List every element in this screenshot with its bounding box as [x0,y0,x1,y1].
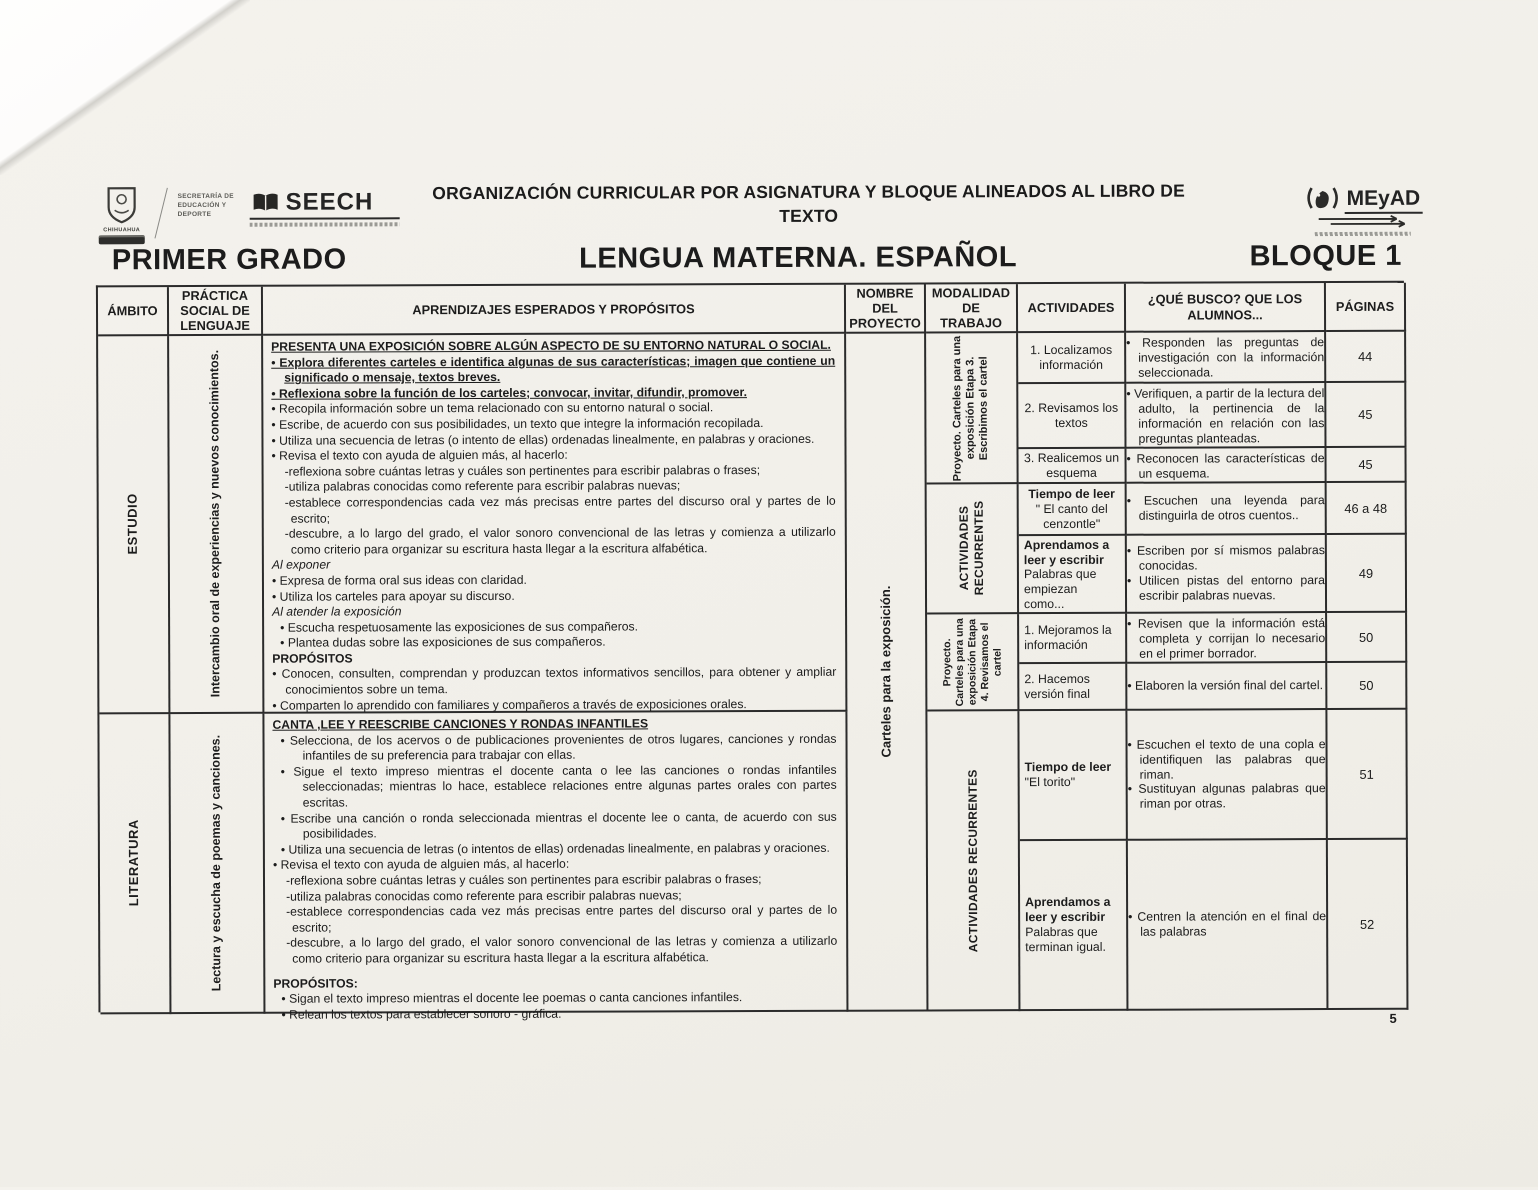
paginas-cell: 50 [1327,663,1407,710]
que-busco-cell [1127,535,1327,614]
shield-icon [105,185,139,225]
chihuahua-label: CHIHUAHUA [103,227,141,234]
meyad-icon [1304,185,1342,215]
text-line: • Sigue el texto impreso mientras el docente canta o lee las canciones o rondas infantiles seleccionadas; mientras lo hace, establece relaciones entre algunas partes orales con partes escritas. [280,762,837,810]
modalidad-label: Proyecto. Carteles para una exposición Etapa 4. Revisamos el cartel [940,617,1004,706]
block-label: BLOQUE 1 [1249,239,1402,273]
text-line: • Utiliza los carteles para apoyar su discurso. [271,588,515,604]
text-line: 2. Hacemos versión final [1024,671,1090,701]
practica-literatura-cell [170,714,265,1014]
ambito-literatura-cell [99,714,171,1014]
modalidad-recurrentes-2-cell [927,711,1020,1011]
text-line: Palabras que empiezan como... [1023,566,1097,611]
text-line: -descubre, a lo largo del grado, el valor sonoro convencional de las letras y comienza a utilizarlo como criterio para organizar su escritura hasta llegar a la escritura alfabética. [284,524,836,557]
actividad-cell [1019,664,1127,711]
text-line: • Sigan el texto impreso mientras el docente lee poemas o canta canciones infantiles. [281,990,743,1006]
text-line: 3. Realicemos un esquema [1023,450,1120,481]
actividad-cell [1019,536,1127,614]
text-line: 2. Revisamos los textos [1024,400,1119,430]
text-line: "El torito" [1024,774,1076,790]
text-line: " El canto del cenzontle" [1035,501,1108,531]
text-line: -descubre, a lo largo del grado, el valor sonoro convencional de las letras y comienza a utilizarlo como criterio para organizar su escritura hasta llegar a la escritura alfabética. [286,934,838,966]
meyad-arrows-icon [1317,215,1409,229]
text-line: Al atender la exposición [272,604,402,619]
practica-estudio-cell [169,336,264,714]
practica-estudio-label: Intercambio oral de experiencias y nuevos conocimientos. [207,350,223,698]
que-busco-cell [1127,483,1327,536]
text-line: • Elaboren la versión final del cartel. [1127,678,1324,693]
text-line: • Selecciona, de los acervos o de publicaciones provenientes de otros lugares, canciones y rondas infantiles de su preferencia para trabajar con ellas. [280,731,837,763]
text-line: • Revisen que la información está completa y corrijan lo necesario en el primer borrador. [1127,616,1326,661]
que-busco-cell [1127,663,1327,711]
paginas-cell: 52 [1328,840,1409,1010]
text-line: • Centren la atención en el final de las palabras [1128,909,1327,939]
text-line: • Escribe, de acuerdo con sus posibilidades, un texto que integre la información recopilada. [271,415,764,432]
chihuahua-banner [99,235,145,244]
text-line: -reflexiona sobre cuántas letras y cuáles son pertinentes para escribir palabras o frases; [284,462,761,479]
modalidad-proyecto-etapa4-cell [927,614,1019,711]
text-line: • Escuchen una leyenda para distinguirla de otros cuentos.. [1126,493,1325,523]
meyad-tagline [1315,232,1411,236]
text-line: Aprendamos a leer y escribir [1023,537,1110,568]
text-line: • Revisa el texto con ayuda de alguien más, al hacerlo: [272,857,570,873]
text-line: • Escribe una canción o ronda seleccionada mientras el docente lee o canta, de acuerdo con sus posibilidades. [280,809,837,841]
text-line: • Escuchen el texto de una copla e identifiquen las palabras que riman. [1127,736,1326,782]
grade-label: PRIMER GRADO [111,243,347,277]
col-header-actividades: ACTIVIDADES [1018,284,1126,333]
text-line: • Explora diferentes carteles e identifica algunas de sus características; imagen que contiene un significado o mensaje, textos breves. [271,353,836,385]
col-header-practica: PRÁCTICA SOCIAL DE LENGUAJE [169,287,263,336]
text-line: -utiliza palabras conocidas como referente para escribir palabras nuevas; [286,887,682,904]
text-line: • Utilicen pistas del entorno para escribir palabras nuevas. [1126,573,1325,603]
col-header-paginas: PÁGINAS [1326,283,1406,332]
que-busco-cell [1128,840,1329,1011]
text-line: • Conocen, consulten, comprendan y produzcan textos informativos sencillos, para obtener y ampliar conocimientos sobre un tema. [272,665,837,697]
que-busco-cell [1126,332,1326,384]
text-line: -utiliza palabras conocidas como referente para escribir palabras nuevas; [284,478,681,495]
aprendizajes-estudio-cell [263,334,847,714]
text-line: • Sustituyan algunas palabras que riman por otras. [1127,781,1326,812]
text-line: -establece correspondencias cada vez más precisas entre partes del discurso oral y partes de lo escrito; [286,902,838,935]
meyad-logo [1304,185,1423,236]
text-line: Tiempo de leer [1024,759,1112,775]
subject-label: LENGUA MATERNA. ESPAÑOL [579,241,1018,275]
que-busco-cell [1127,613,1327,664]
text-line: • Reflexiona sobre la función de los carteles; convocar, invitar, difundir, promover. [271,384,747,401]
paginas-cell: 49 [1327,535,1407,613]
grade-header-row [96,240,1404,278]
title-line-2: TEXTO [779,205,839,226]
text-line: -establece correspondencias cada vez más precisas entre partes del discurso oral y partes de lo escrito; [284,493,836,526]
nombre-proyecto-label: Carteles para la exposición. [877,585,894,758]
actividad-cell [1019,711,1127,841]
modalidad-label: ACTIVIDADES RECURRENTES [965,768,980,952]
actividad-cell [1018,449,1126,484]
text-line: • Expresa de forma oral sus ideas con claridad. [271,572,527,588]
text-line: • Escriben por sí mismos palabras conocidas. [1126,543,1325,573]
chihuahua-logo [99,185,145,244]
modalidad-recurrentes-1-cell [927,484,1019,614]
curriculum-table [96,281,1407,1022]
title-line-1: ORGANIZACIÓN CURRICULAR POR ASIGNATURA Y BLOQUE ALINEADOS AL LIBRO DE [432,180,1185,204]
logo-divider [154,188,167,239]
actividad-cell [1019,484,1127,536]
que-busco-cell [1126,383,1326,449]
nombre-proyecto-cell [846,333,928,1011]
text-line: • Recopila información sobre un tema relacionado con su entorno natural o social. [271,400,714,417]
paginas-cell: 50 [1327,613,1407,663]
modalidad-label: Proyecto. Carteles para una exposición Etapa 3. Escribimos el cartel [951,335,991,481]
actividad-cell [1018,333,1126,384]
text-line: PRESENTA UNA EXPOSICIÓN SOBRE ALGÚN ASPECTO DE SU ENTORNO NATURAL O SOCIAL. [271,337,831,354]
text-line: • Utiliza una secuencia de letras (o intento de ellas) ordenadas linealmente, en palabras y oraciones. [271,431,815,448]
que-busco-cell [1127,710,1327,841]
text-line: Al exponer [271,557,331,573]
ambito-estudio-label: ESTUDIO [125,493,141,555]
text-line: CANTA ,LEE Y REESCRIBE CANCIONES Y RONDAS INFANTILES [272,716,649,732]
col-header-nombre-proyecto: NOMBRE DEL PROYECTO [846,284,926,333]
col-header-modalidad: MODALIDAD DE TRABAJO [926,284,1018,333]
paginas-cell: 51 [1327,710,1407,840]
ambito-literatura-label: LITERATURA [126,819,142,907]
text-line: Aprendamos a leer y escribir [1025,894,1111,925]
text-line: PROPÓSITOS [272,651,353,666]
text-line: • Revisa el texto con ayuda de alguien más, al hacerlo: [271,447,568,463]
col-header-aprendizajes: APRENDIZAJES ESPERADOS Y PROPÓSITOS [263,285,846,336]
seech-label: SEECH [285,188,374,216]
que-busco-cell [1126,448,1326,484]
secretaria-label: SECRETARÍA DE EDUCACIÓN Y DEPORTE [177,192,234,218]
text-line: • Escucha respetuosamente las exposiciones de sus compañeros. [280,619,639,635]
paginas-cell: 45 [1326,383,1406,448]
actividad-cell [1018,384,1126,449]
meyad-label: MEyAD [1345,186,1423,213]
actividad-cell [1019,614,1127,664]
text-line: PROPÓSITOS: [273,975,358,991]
modalidad-proyecto-etapa3-cell [926,333,1019,484]
paginas-cell: 44 [1326,332,1406,383]
ambito-estudio-cell [98,336,170,714]
text-line: 1. Localizamos información [1030,342,1113,372]
col-header-que-busco: ¿QUÉ BUSCO? QUE LOS ALUMNOS... [1126,283,1326,333]
document-title [339,179,1279,230]
text-line: -reflexiona sobre cuántas letras y cuáles son pertinentes para escribir palabras o frases; [285,871,762,888]
text-line: 1. Mejoramos la información [1024,622,1112,653]
paginas-cell: 46 a 48 [1327,483,1407,535]
text-line: • Responden las preguntas de investigación con la información seleccionada. [1126,335,1325,380]
text-line: Palabras que terminan igual. [1025,924,1106,955]
col-header-ambito: ÁMBITO [98,287,169,336]
modalidad-label: ACTIVIDADES RECURRENTES [956,500,987,596]
text-line: • Relean los textos para establecer sonoro - gráfica. [281,1006,562,1022]
book-icon [250,191,282,214]
practica-literatura-label: Lectura y escucha de poemas y canciones. [208,734,224,992]
text-line: Tiempo de leer [1028,486,1115,501]
text-line: • Reconocen las características de un esquema. [1126,451,1325,481]
actividad-cell [1020,841,1129,1011]
text-line: • Utiliza una secuencia de letras (o intentos de ellas) ordenadas linealmente, en palabras y oraciones. [280,840,830,857]
text-line: • Plantea dudas sobre las exposiciones de sus compañeros. [280,634,606,650]
page-number: 5 [1389,1010,1397,1026]
aprendizajes-literatura-cell [264,712,848,1022]
paginas-cell: 45 [1326,448,1406,483]
text-line: • Comparten lo aprendido con familiares y compañeros a través de exposiciones orales. [272,696,747,713]
text-line: • Verifiquen, a partir de la lectura del adulto, la pertinencia de la información en relación con las preguntas planteadas. [1126,386,1325,446]
